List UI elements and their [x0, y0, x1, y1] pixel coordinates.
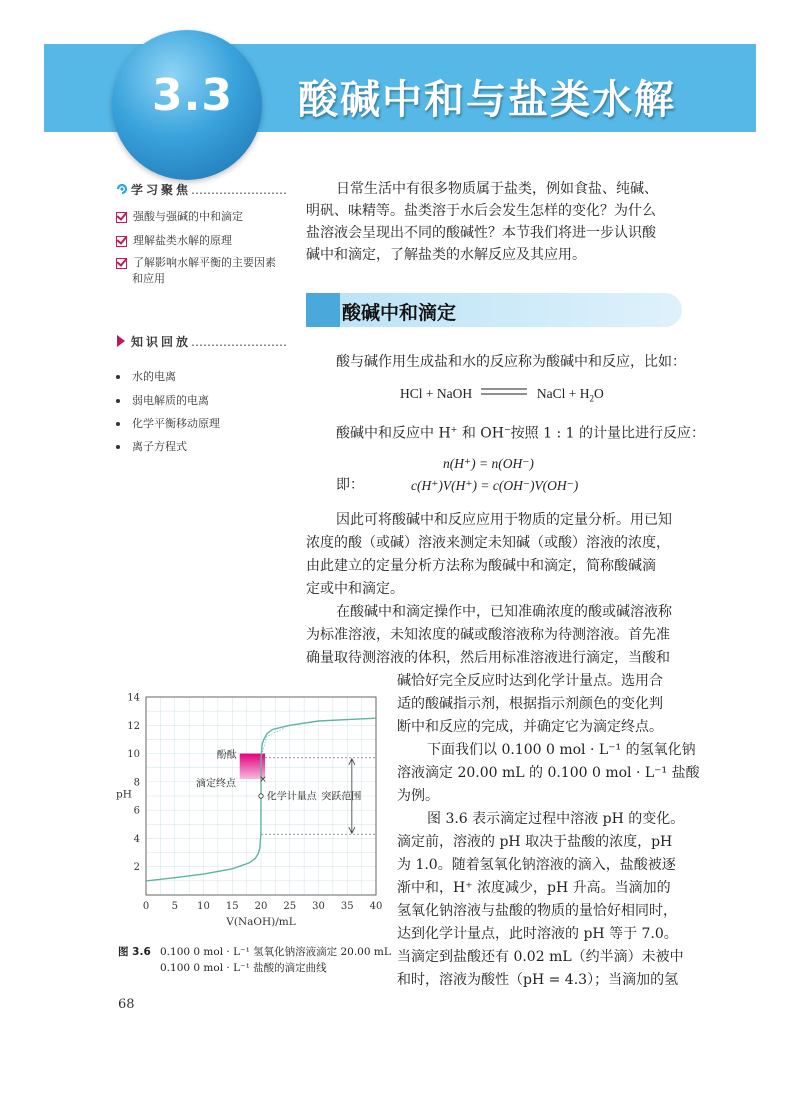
x-tick-label: 0	[142, 901, 150, 912]
para-line: 和时，溶液为酸性（pH = 4.3）；当滴加的氢	[397, 972, 679, 988]
y-tick-label: 14	[127, 692, 140, 704]
figure-caption-line: 0.100 0 mol · L⁻¹ 盐酸的滴定曲线	[160, 962, 327, 974]
subsection-title: 酸碱中和滴定	[342, 302, 457, 324]
para-line: 确量取待测溶液的体积，然后用标准溶液进行滴定，当酸和	[306, 650, 670, 666]
text-part: 按照 1 : 1 的计量比进行反应：	[510, 425, 706, 442]
page-number: 68	[118, 997, 135, 1012]
eq-products: NaCl + H	[536, 386, 590, 401]
focus-item	[116, 208, 243, 224]
para-line: 当滴定到盐酸还有 0.02 mL（约半滴）未被中	[397, 949, 684, 965]
para-line: 滴定前，溶液的 pH 取决于盐酸的浓度，pH	[397, 834, 673, 850]
focus-heading	[116, 181, 287, 198]
eq-products-tail: O	[593, 386, 604, 401]
eq-subscript: 2	[589, 393, 594, 404]
equation-neutralization	[400, 386, 604, 404]
para-line: 定或中和滴定。	[306, 581, 404, 597]
check-icon	[116, 236, 127, 247]
x-tick-label: 25	[283, 901, 297, 912]
review-item	[116, 392, 209, 408]
focus-item-label: 强酸与强碱的中和滴定	[133, 210, 243, 223]
body-text	[336, 419, 705, 445]
review-item	[116, 438, 187, 454]
indicator-label: 酚酞	[216, 749, 237, 761]
para-line: 为例。	[397, 788, 439, 804]
y-tick-label: 12	[127, 720, 140, 732]
y-tick-label: 8	[133, 777, 140, 789]
figure-caption-line: 0.100 0 mol · L⁻¹ 氢氧化钠溶液滴定 20.00 mL	[160, 946, 391, 958]
review-heading	[116, 333, 287, 350]
check-icon	[116, 258, 127, 269]
para-line: 适的酸碱指示剂，根据指示剂颜色的变化判	[397, 696, 663, 712]
bullet-icon	[116, 445, 120, 449]
jump-range-label: 突跃范围	[321, 791, 362, 803]
play-arrow-icon	[116, 335, 126, 347]
para-line: 在酸碱中和滴定操作中，已知准确浓度的酸或碱溶液称	[336, 604, 672, 620]
equals-arrow-icon	[481, 388, 527, 396]
eq-reactants: HCl + NaOH	[400, 386, 473, 401]
equation-concentration: c(H⁺)V(H⁺) = c(OH⁻)V(OH⁻)	[411, 478, 579, 493]
review-item	[116, 368, 176, 384]
bullet-icon	[116, 422, 120, 426]
x-axis-label: V(NaOH)/mL	[226, 916, 296, 928]
intro-line: 盐溶液会呈现出不同的酸碱性？本节我们将进一步认识酸	[306, 225, 656, 241]
bullet-icon	[116, 375, 120, 379]
para-line: 为 1.0。随着氢氧化钠溶液的滴入，盐酸被逐	[397, 857, 676, 873]
review-item-label: 水的电离	[132, 370, 176, 383]
para-line: 因此可将酸碱中和反应应用于物质的定量分析。用已知	[336, 512, 672, 528]
section-number: 3.3	[152, 70, 233, 121]
body-text: 酸与碱作用生成盐和水的反应称为酸碱中和反应，比如：	[336, 354, 686, 370]
check-icon	[116, 212, 127, 223]
x-tick-label: 15	[225, 901, 239, 912]
intro-line: 日常生活中有很多物质属于盐类，例如食盐、纯碱、	[336, 181, 658, 197]
para-line: 达到化学计量点，此时溶液的 pH 等于 7.0。	[397, 926, 678, 942]
para-line: 氢氧化钠溶液与盐酸的物质的量恰好相同时，	[397, 903, 677, 919]
focus-item-label: 了解影响水解平衡的主要因素	[133, 256, 276, 269]
y-tick-label: 4	[133, 833, 140, 845]
section-title: 酸碱中和与盐类水解	[298, 77, 676, 123]
equation-moles: n(H⁺) = n(OH⁻)	[443, 456, 534, 471]
y-tick-label: 6	[133, 805, 140, 817]
review-item	[116, 415, 220, 431]
x-tick-label: 5	[171, 901, 178, 912]
focus-item	[116, 254, 276, 270]
y-tick-label: 2	[133, 862, 140, 874]
focus-dots: ……………………	[191, 183, 288, 197]
titration-chart	[108, 685, 388, 945]
para-line: 碱恰好完全反应时达到化学计量点。选用合	[397, 673, 663, 689]
para-line: 溶液滴定 20.00 mL 的 0.100 0 mol · L⁻¹ 盐酸	[397, 765, 700, 781]
bullet-icon	[116, 399, 120, 403]
review-dots: ……………………	[191, 335, 288, 349]
focus-item-continued: 和应用	[132, 272, 165, 285]
endpoint-marker: ×	[259, 774, 267, 785]
x-tick-label: 35	[340, 901, 354, 912]
figure-label: 图 3.6	[118, 946, 151, 958]
review-item-label: 化学平衡移动原理	[132, 417, 220, 430]
intro-line: 明矾、味精等。盐类溶于水后会发生怎样的变化？为什么	[306, 203, 656, 219]
equivalence-point-marker	[259, 794, 263, 798]
review-item-label: 弱电解质的电离	[132, 394, 209, 407]
subsection-bar	[306, 293, 340, 327]
y-axis-label: pH	[116, 788, 132, 801]
equivalence-label: 化学计量点	[266, 791, 317, 803]
eq-prefix: 即：	[336, 477, 364, 493]
intro-line: 碱中和滴定，了解盐类的水解反应及其应用。	[306, 247, 586, 263]
text-sup: +	[450, 425, 458, 434]
para-line: 浓度的酸（或碱）溶液来测定未知碱（或酸）溶液的浓度，	[306, 535, 670, 551]
focus-item	[116, 232, 232, 248]
focus-icon	[116, 183, 128, 195]
x-tick-label: 40	[369, 901, 383, 912]
review-title: 知识回放	[131, 335, 192, 349]
para-line: 渐中和，H⁺ 浓度减少，pH 升高。当滴加的	[397, 880, 671, 896]
x-tick-label: 20	[254, 901, 268, 912]
para-line: 由此建立的定量分析方法称为酸碱中和滴定，简称酸碱滴	[306, 558, 656, 574]
review-item-label: 离子方程式	[132, 440, 187, 453]
focus-title: 学习聚焦	[131, 183, 192, 197]
para-line: 图 3.6 表示滴定过程中溶液 pH 的变化。	[427, 811, 685, 827]
endpoint-label: 滴定终点	[196, 778, 237, 790]
x-tick-label: 30	[312, 901, 325, 912]
text-sup: −	[503, 425, 511, 434]
para-line: 下面我们以 0.100 0 mol · L⁻¹ 的氢氧化钠	[427, 742, 696, 758]
para-line: 为标准溶液，未知浓度的碱或酸溶液称为待测溶液。首先准	[306, 627, 670, 643]
focus-item-label: 理解盐类水解的原理	[133, 234, 232, 247]
para-line: 断中和反应的完成，并确定它为滴定终点。	[397, 719, 663, 735]
y-tick-label: 10	[127, 749, 140, 761]
x-tick-label: 10	[197, 901, 210, 912]
text-part: 酸碱中和反应中 H	[336, 425, 451, 442]
text-part: 和 OH	[457, 425, 504, 442]
